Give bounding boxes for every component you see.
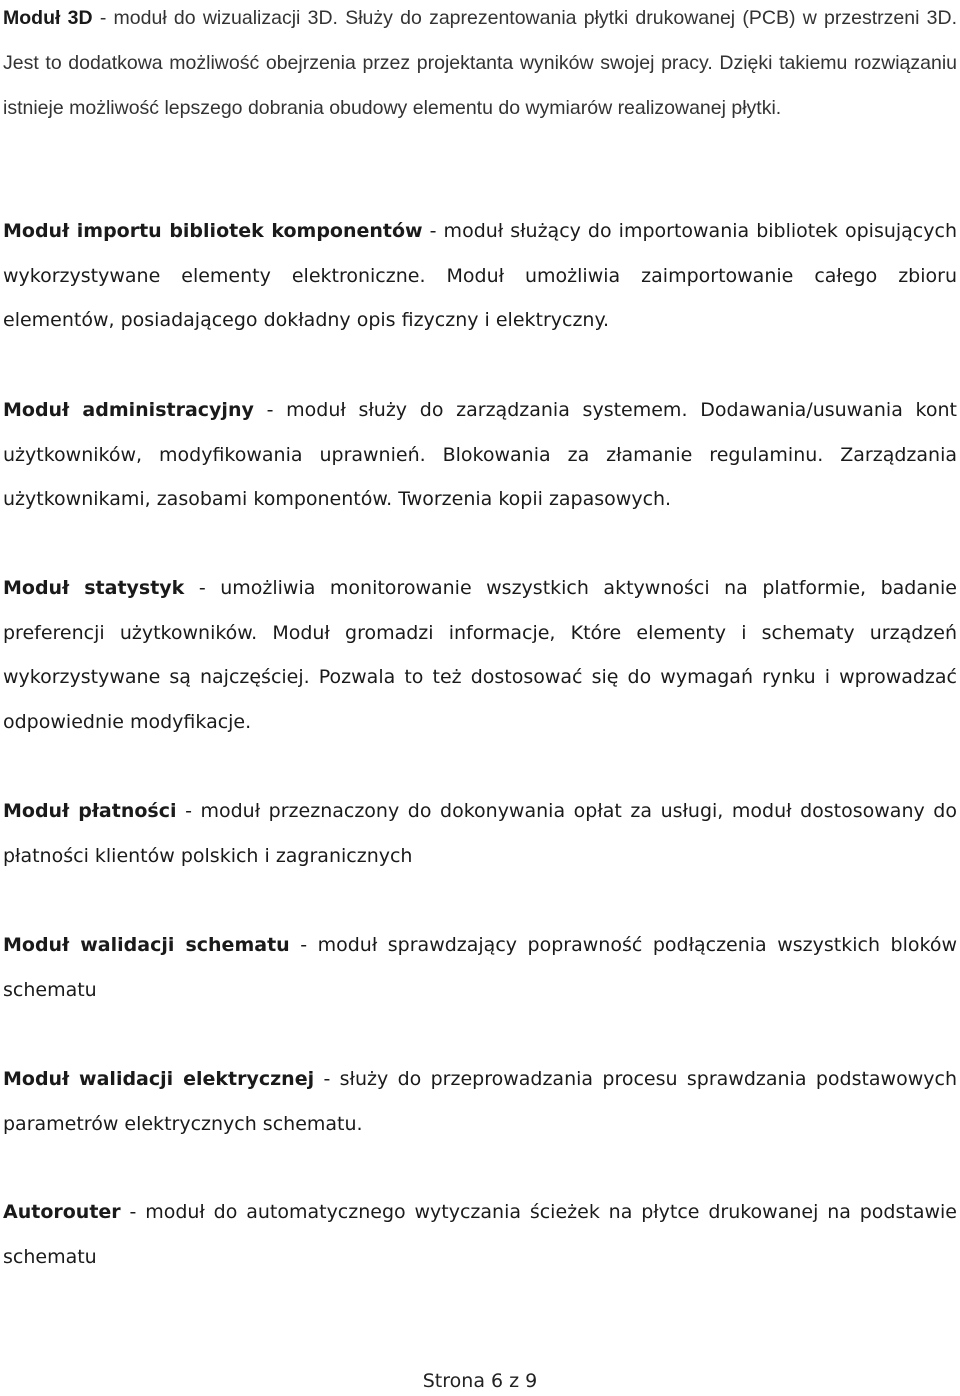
term-autorouter: Autorouter: [3, 1201, 121, 1223]
description-modul-3d: - moduł do wizualizacji 3D. Służy do zaprezentowania płytki drukowanej (PCB) w przestrzeni 3D. Jest to dodatkowa możliwość obejrzenia przez projektanta wyników swojej pracy. Dzięki takiemu rozwiązaniu istnieje możliwość lepszego dobrania obudowy elementu do wymiarów realizowanej płytki.: [3, 7, 957, 119]
paragraph-modul-3d: [3, 0, 957, 131]
term-modul-platnosci: Moduł płatności: [3, 800, 177, 822]
term-modul-walidacji-elektrycznej: Moduł walidacji elektrycznej: [3, 1068, 315, 1090]
description-modul-walidacji-schematu: - moduł sprawdzający poprawność podłączenia wszystkich bloków schematu: [3, 934, 957, 1001]
paragraph-modul-platnosci: [3, 789, 957, 878]
description-modul-walidacji-elektrycznej: - służy do przeprowadzania procesu sprawdzania podstawowych parametrów elektrycznych schematu.: [3, 1068, 957, 1135]
description-autorouter: - moduł do automatycznego wytyczania ścieżek na płytce drukowanej na podstawie schematu: [3, 1201, 957, 1268]
paragraph-modul-importu: [3, 209, 957, 343]
description-modul-statystyk: - umożliwia monitorowanie wszystkich aktywności na platformie, badanie preferencji użytkowników. Moduł gromadzi informacje, Które elementy i schematy urządzeń wykorzystywane są najczęściej. Pozwala to też dostosować się do wymagań rynku i wprowadzać odpowiednie modyfikacje.: [3, 577, 957, 733]
description-modul-importu: - moduł służący do importowania bibliotek opisujących wykorzystywane elementy elektroniczne. Moduł umożliwia zaimportowanie całego zbioru elementów, posiadającego dokładny opis fizyczny i elektryczny.: [3, 220, 957, 331]
description-modul-administracyjny: - moduł służy do zarządzania systemem. Dodawania/usuwania kont użytkowników, modyfikowania uprawnień. Blokowania za złamanie regulaminu. Zarządzania użytkownikami, zasobami komponentów. Tworzenia kopii zapasowych.: [3, 399, 957, 510]
paragraph-modul-walidacji-schematu: [3, 923, 957, 1012]
paragraph-autorouter: [3, 1190, 957, 1279]
term-modul-importu: Moduł importu bibliotek komponentów: [3, 220, 423, 242]
page-number-footer: Strona 6 z 9: [422, 1370, 538, 1392]
term-modul-statystyk: Moduł statystyk: [3, 577, 185, 599]
paragraph-modul-statystyk: [3, 566, 957, 744]
term-modul-3d: Moduł 3D: [3, 7, 93, 29]
description-modul-platnosci: - moduł przeznaczony do dokonywania opłat za usługi, moduł dostosowany do płatności klientów polskich i zagranicznych: [3, 800, 957, 867]
term-modul-administracyjny: Moduł administracyjny: [3, 399, 254, 421]
paragraph-modul-administracyjny: [3, 388, 957, 522]
term-modul-walidacji-schematu: Moduł walidacji schematu: [3, 934, 290, 956]
paragraph-modul-walidacji-elektrycznej: [3, 1057, 957, 1146]
